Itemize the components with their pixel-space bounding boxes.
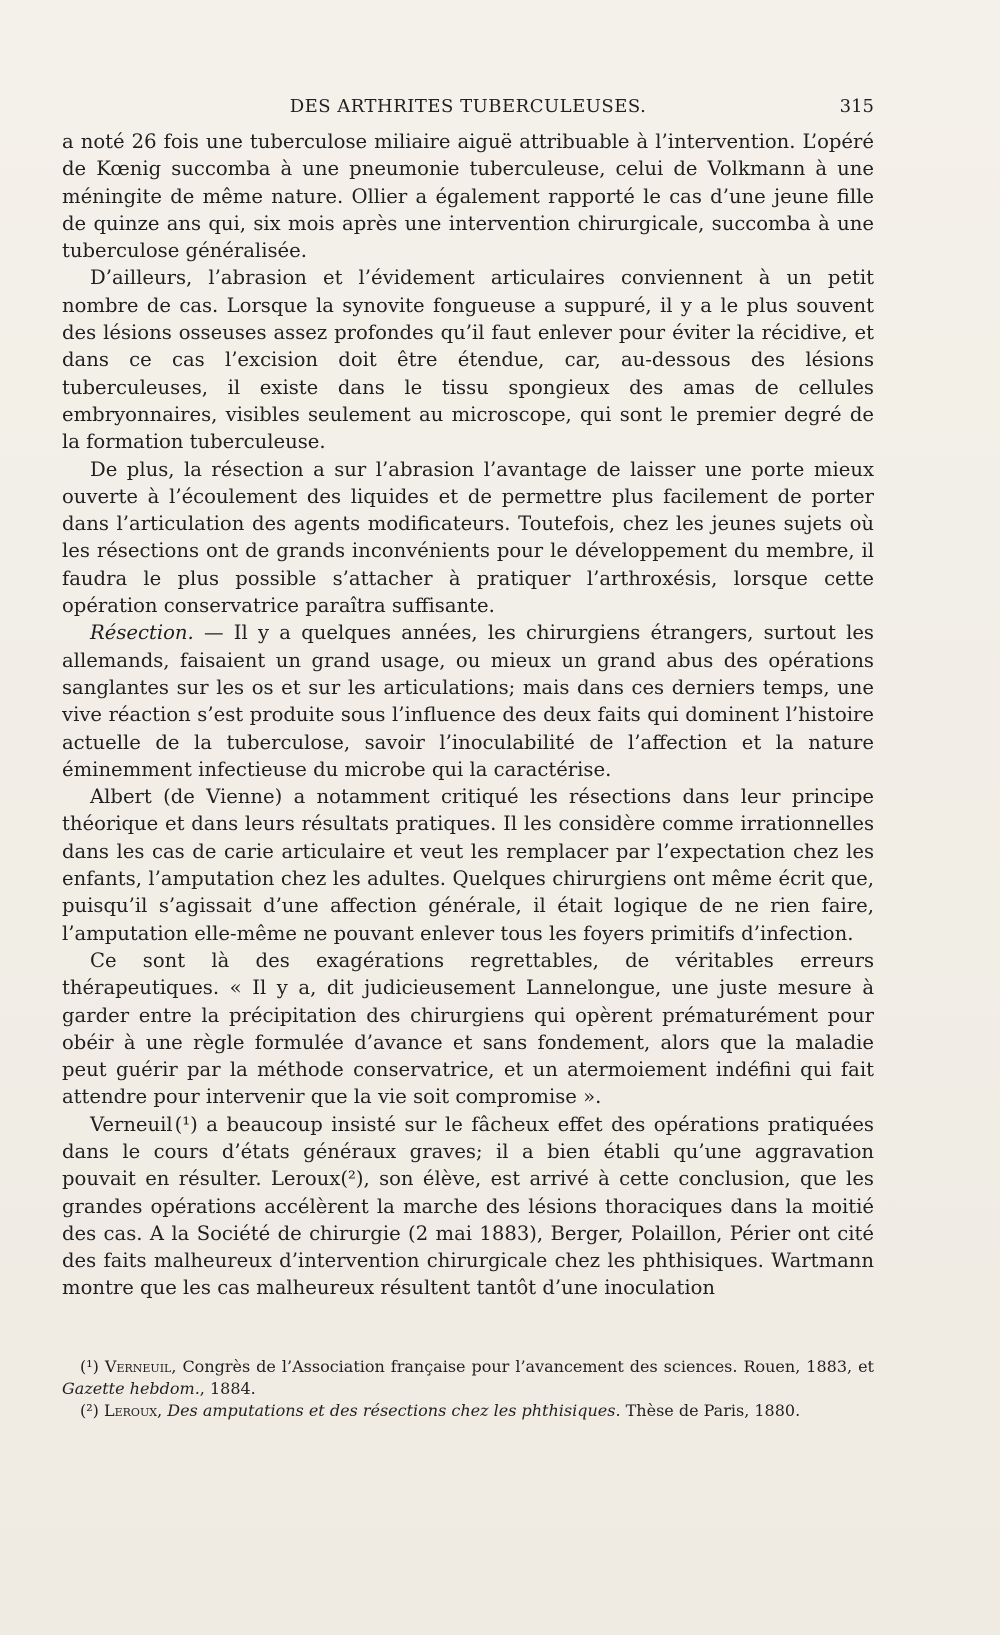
footnote-ref-1[interactable]: (¹) <box>174 1112 198 1136</box>
paragraph-verneuil <box>62 1111 874 1302</box>
footnote-2-author: Leroux <box>104 1401 158 1420</box>
footnote-2 <box>62 1400 874 1422</box>
footnote-2-title: Des amputations et des résections chez les phthisiques <box>167 1401 616 1420</box>
footnote-1-tail: , 1884. <box>199 1379 256 1398</box>
paragraph-3: De plus, la résection a sur l’abrasion l’avantage de laisser une porte mieux ouverte à l’écoulement des liquides et de permettre plus facilement de porter dans l’articulation des agents modificateurs. Toutefois, chez les jeunes sujets où les résections ont de grands inconvénients pour le développement du membre, il faudra le plus possible s’attacher à pratiquer l’arthroxésis, lorsque cette opération conservatrice paraîtra suffisante. <box>62 457 874 618</box>
paragraph-resection <box>62 619 874 783</box>
paragraph-albert: Albert (de Vienne) a notamment critiqué les résections dans leur principe théorique et dans leurs résultats pratiques. Il les considère comme irrationnelles dans les cas de carie articulaire et veut les remplacer par l’expectation chez les enfants, l’amputation chez les adultes. Quelques chirurgiens ont même écrit que, puisqu’il s’agissait d’une affection générale, il était logique de ne rien faire, l’amputation elle-même ne pouvant enlever tous les foyers primitifs d’infection. <box>62 785 874 945</box>
footnote-2-mark: (²) <box>80 1401 99 1420</box>
footnote-1-journal: Gazette hebdom. <box>62 1379 200 1398</box>
verneuil-mid: a beaucoup insisté sur le fâcheux effet des opérations pratiquées dans le cours d’états généraux graves; il a bien établi qu’une aggravation pouvait en résulter. Leroux <box>62 1112 874 1191</box>
page-number: 315 <box>839 96 874 117</box>
verneuil-rest: , son élève, est arrivé à cette conclusion, que les grandes opérations accélèrent la marche des lésions thoraciques dans la moitié des cas. A la Société de chirurgie (2 mai 1883), Berger, Polaillon, Périer ont cité des faits malheureux d’intervention chirurgicale chez les phthisiques. Wartmann montre que les cas malheureux résultent tantôt d’une inoculation <box>62 1167 874 1300</box>
paragraph-2: D’ailleurs, l’abrasion et l’évidement articulaires conviennent à un petit nombre de cas. Lorsque la synovite fongueuse a suppuré, il y a le plus souvent des lésions osseuses assez profondes qu’il faut enlever pour éviter la récidive, et dans ce cas l’excision doit être étendue, car, au-dessous des lésions tuberculeuses, il existe dans le tissu spongieux des amas de cellules embryonnaires, visibles seulement au microscope, qui sont le premier degré de la formation tuberculeuse. <box>62 266 874 454</box>
footnotes <box>62 1356 874 1422</box>
resection-heading: Résection. <box>90 621 194 645</box>
running-head <box>62 96 874 122</box>
footnote-2-tail: . Thèse de Paris, 1880. <box>615 1401 801 1420</box>
footnote-1-author: Verneuil <box>104 1357 172 1376</box>
footnote-1-text: , Congrès de l’Association française pour l’avancement des sciences. Rouen, 1883, et <box>171 1357 874 1376</box>
verneuil-lead: Verneuil <box>90 1112 173 1136</box>
footnote-ref-2[interactable]: (²) <box>340 1167 364 1191</box>
footnote-1-mark: (¹) <box>80 1357 99 1376</box>
body-text <box>62 128 874 1302</box>
footnote-2-text: , <box>157 1401 168 1420</box>
resection-text: — Il y a quelques années, les chirurgiens étrangers, surtout les allemands, faisaient un grand usage, ou mieux un grand abus des opérations sanglantes sur les os et sur les articulations; mais dans ces derniers temps, une vive réaction s’est produite sous l’influence des deux faits qui dominent l’histoire actuelle de la tuberculose, savoir l’inoculabilité de l’affection et la nature éminemment infectieuse du microbe qui la caractérise. <box>62 621 874 781</box>
footnote-1 <box>62 1356 874 1400</box>
paragraph-1: a noté 26 fois une tuberculose miliaire aiguë attribuable à l’intervention. L’opéré de Kœnig succomba à une pneumonie tuberculeuse, celui de Volkmann à une méningite de même nature. Ollier a également rapporté le cas d’une jeune fille de quinze ans qui, six mois après une intervention chirurgicale, succomba à une tuberculose généralisée. <box>62 130 874 263</box>
paragraph-lannelongue: Ce sont là des exagérations regrettables, de véritables erreurs thérapeutiques. « Il y a, dit judicieusement Lannelongue, une juste mesure à garder entre la précipitation des chirurgiens qui opèrent prématurément pour obéir à une règle formulée d’avance et sans fondement, alors que la maladie peut guérir par la méthode conservatrice, et un atermoiement indéfini qui fait attendre pour intervenir que la vie soit compromise ». <box>62 948 874 1109</box>
running-title: DES ARTHRITES TUBERCULEUSES. <box>289 96 647 117</box>
